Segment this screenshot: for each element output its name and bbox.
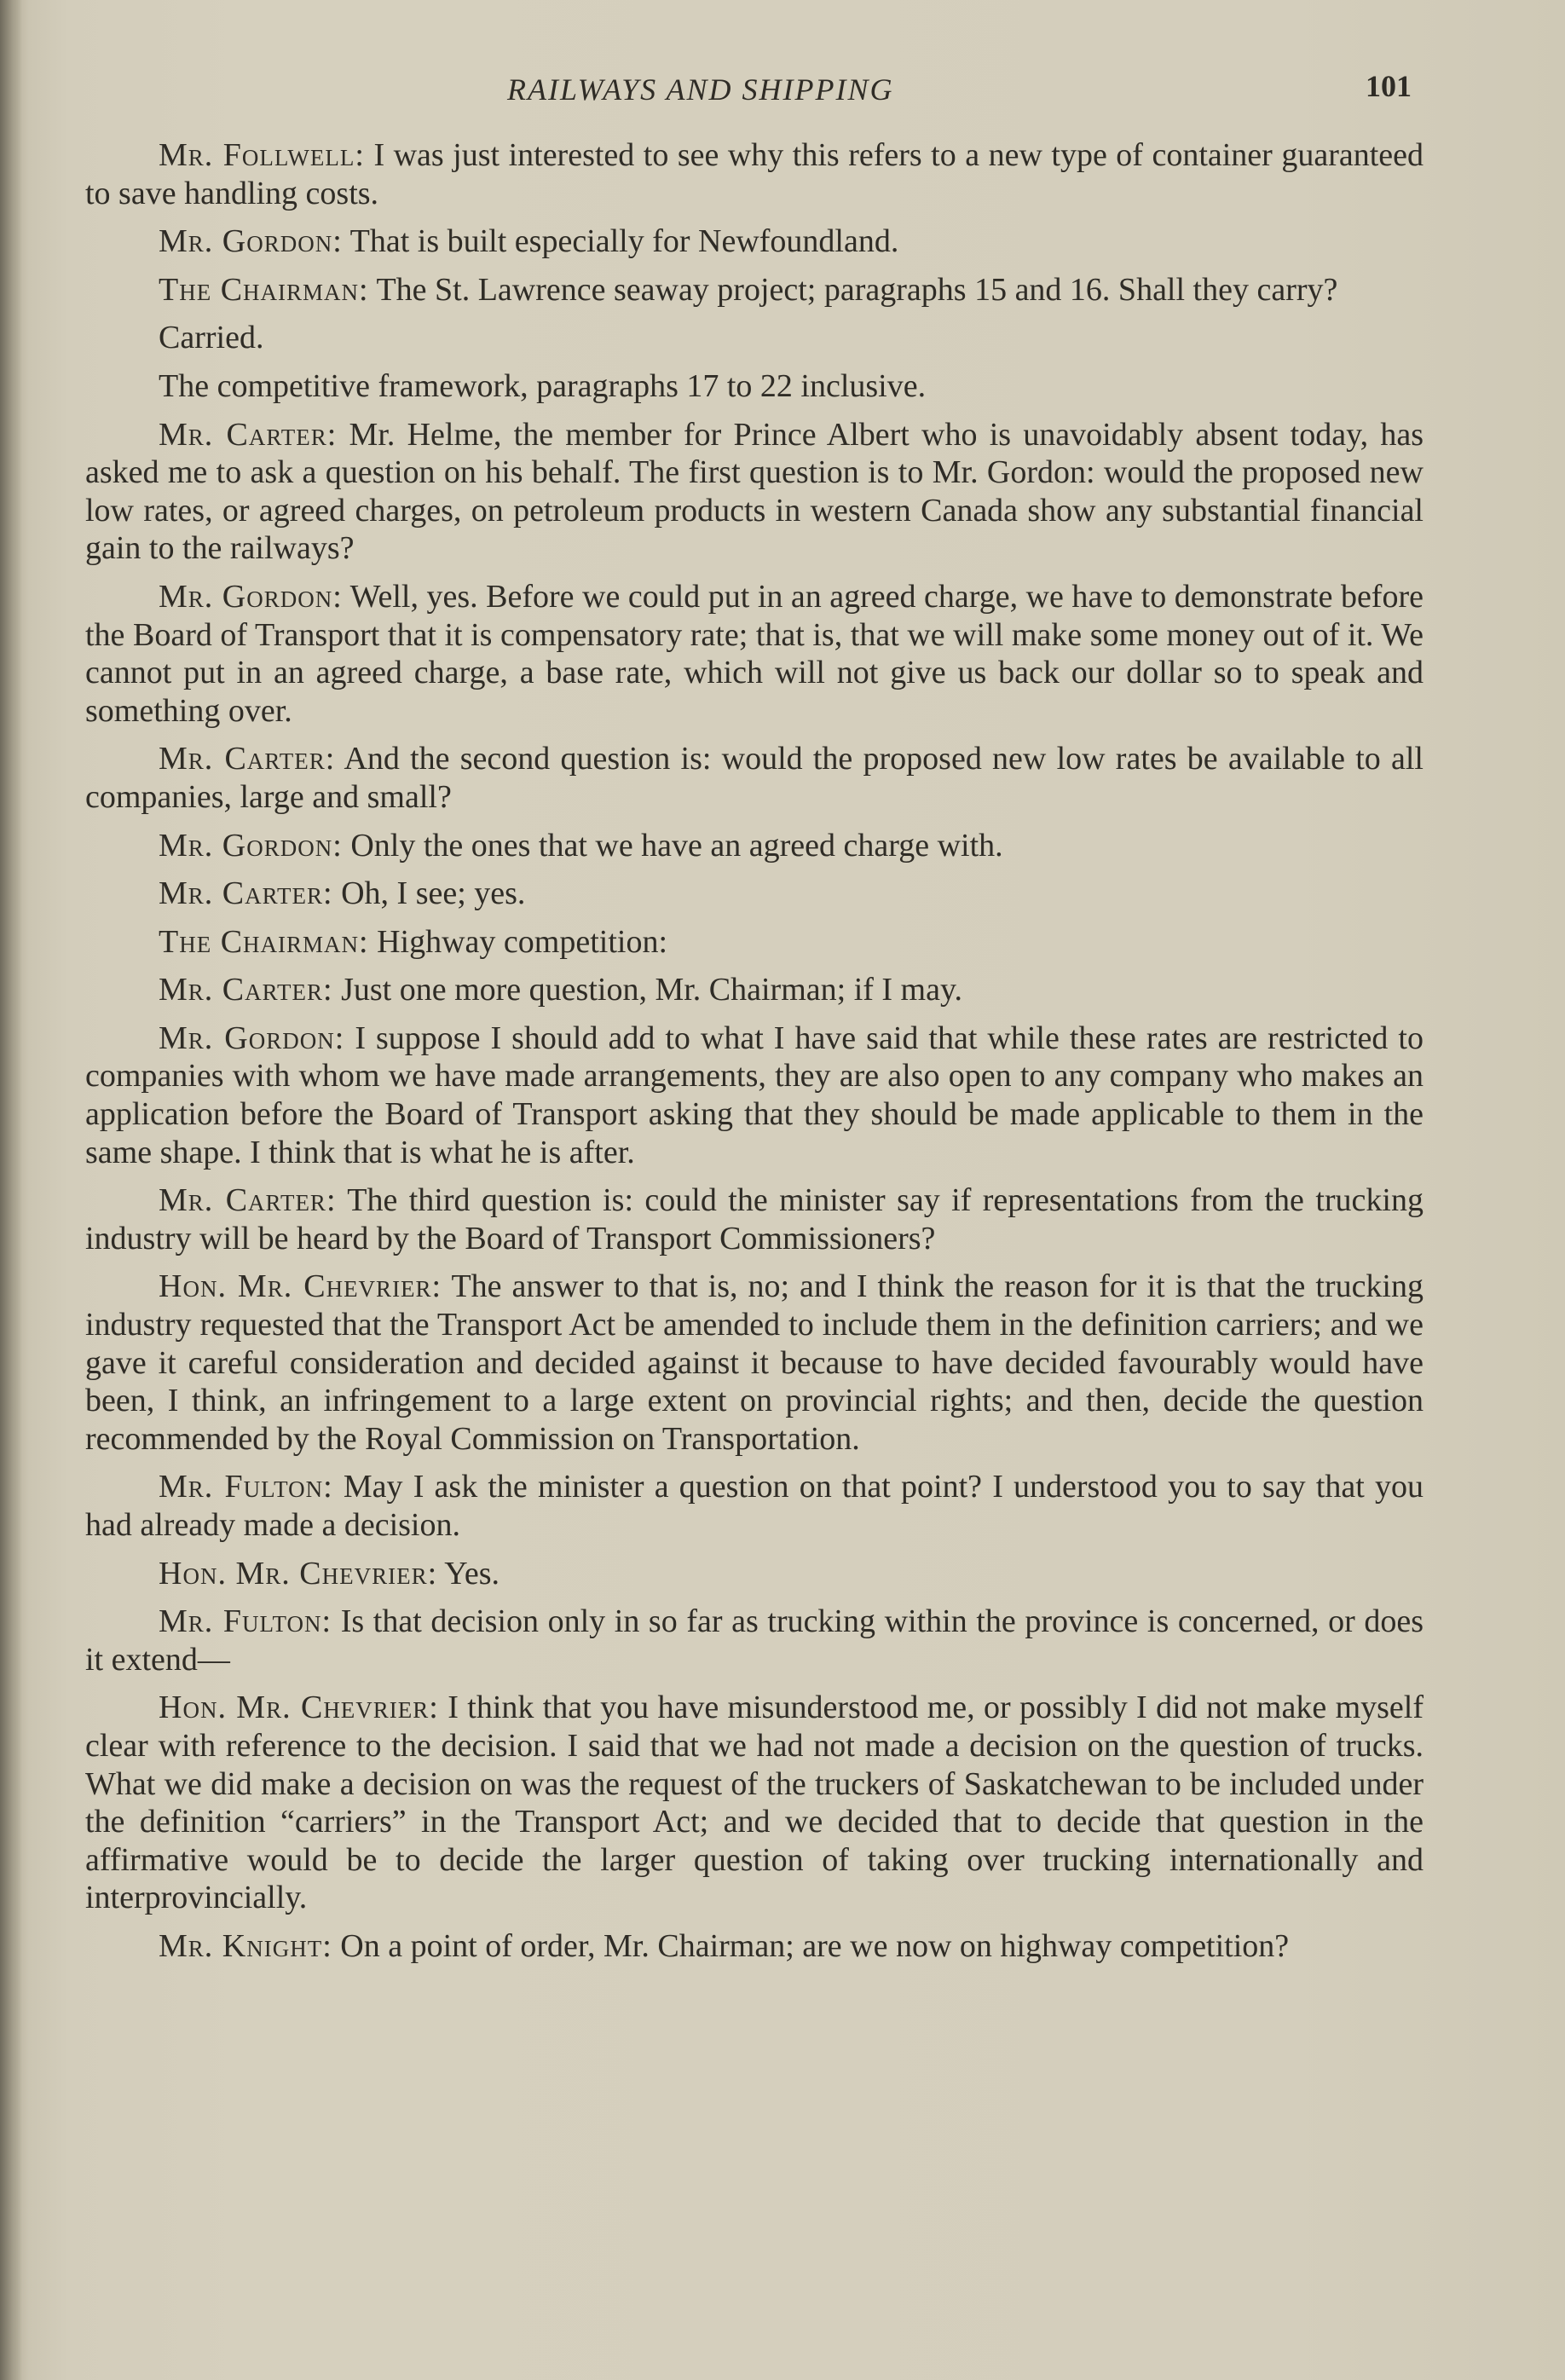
speech-text: Well, yes. Before we could put in an agreed charge, we have to demonstrate before the Board of Transport that it is compensatory rate; that is, that we will make some money out of it. We cannot put in an agreed charge, a base rate, which will not give us back our dollar so to speak and something over.: [85, 578, 1424, 729]
speaker-name: Hon. Mr. Chevrier:: [159, 1555, 438, 1591]
speech-text: Only the ones that we have an agreed charge with.: [350, 827, 1003, 864]
speech-text: That is built especially for Newfoundland.: [349, 223, 899, 260]
speaker-name: Hon. Mr. Chevrier:: [159, 1268, 442, 1305]
paragraph: [85, 367, 1424, 406]
paragraph: [85, 271, 1424, 309]
paragraph: [85, 1689, 1424, 1917]
speech-text: I was just interested to see why this refers to a new type of container guaranteed to save handling costs.: [85, 137, 1424, 211]
speaker-name: Mr. Carter:: [159, 416, 338, 453]
paragraph: [85, 1181, 1424, 1257]
paragraph: [85, 578, 1424, 730]
speaker-name: Mr. Gordon:: [159, 578, 343, 615]
speech-text: Just one more question, Mr. Chairman; if I may.: [341, 972, 963, 1008]
paragraph: [85, 1268, 1424, 1458]
speaker-name: Hon. Mr. Chevrier:: [159, 1690, 439, 1726]
speech-text: I think that you have misunderstood me, or possibly I did not make myself clear with reference to the decision. I said that we had not made a decision on the question of trucks. What we did make a decision on was the request of the truckers of Saskatchewan to be included under the definition “carriers” in the Transport Act; and we decided that to decide that question in the affirmative would be to decide the larger question of taking over trucking internationally and interprovincially.: [85, 1690, 1424, 1916]
paragraph: [85, 827, 1424, 865]
speaker-name: The Chairman:: [159, 923, 369, 960]
speaker-name: Mr. Carter:: [159, 875, 333, 912]
speech-text: The answer to that is, no; and I think the reason for it is that the trucking industry requested that the Transport Act be amended to include them in the definition carriers; and we gave it careful consideration and decided against it because to have decided favourably would have been, I think, an infringement to a large extent on provincial rights; and then, decide the question recommended by the Royal Commission on Transportation.: [85, 1268, 1424, 1457]
speech-text: The competitive framework, paragraphs 17 to 22 inclusive.: [159, 367, 927, 404]
speech-text: On a point of order, Mr. Chairman; are we now on highway competition?: [340, 1927, 1290, 1964]
paragraph: [85, 740, 1424, 816]
running-title: RAILWAYS AND SHIPPING: [507, 72, 894, 107]
speech-text: Mr. Helme, the member for Prince Albert who is unavoidably absent today, has asked me to ask a question on his behalf. The first question is to Mr. Gordon: would the proposed new low rates, or agreed charges, on petroleum products in western Canada show any substantial financial gain to the railways?: [85, 416, 1424, 567]
paragraph: [85, 1468, 1424, 1544]
speech-text: May I ask the minister a question on that point? I understood you to say that you had already made a decision.: [85, 1469, 1424, 1543]
speech-text: Oh, I see; yes.: [341, 875, 526, 912]
paragraph: [85, 416, 1424, 568]
paragraph: [85, 319, 1424, 357]
speech-text: Yes.: [444, 1555, 500, 1591]
speech-text: Highway competition:: [377, 923, 667, 960]
paragraph: [85, 136, 1424, 212]
speaker-name: Mr. Gordon:: [159, 827, 343, 864]
speaker-name: Mr. Carter:: [159, 1182, 337, 1219]
binding-shadow: [0, 0, 22, 2380]
speaker-name: Mr. Follwell:: [159, 137, 365, 173]
speaker-name: The Chairman:: [159, 271, 369, 308]
paragraph: [85, 923, 1424, 962]
speech-text: The St. Lawrence seaway project; paragraphs 15 and 16. Shall they carry?: [376, 271, 1338, 308]
speaker-name: Mr. Carter:: [159, 972, 333, 1008]
paragraph: [85, 1020, 1424, 1171]
speaker-name: Mr. Fulton:: [159, 1603, 332, 1640]
paragraph: [85, 222, 1424, 261]
speech-text: The third question is: could the minister say if representations from the trucking industry will be heard by the Board of Transport Commissioners?: [85, 1182, 1424, 1256]
speech-text: Is that decision only in so far as trucking within the province is concerned, or does it extend—: [85, 1603, 1424, 1678]
speaker-name: Mr. Carter:: [159, 741, 336, 777]
speaker-name: Mr. Fulton:: [159, 1469, 333, 1505]
paragraph: [85, 1927, 1424, 1966]
transcript-body: [85, 136, 1424, 1976]
speaker-name: Mr. Gordon:: [159, 223, 343, 260]
paragraph: [85, 1603, 1424, 1678]
page-number: 101: [1366, 69, 1412, 103]
speaker-name: Mr. Gordon:: [159, 1020, 345, 1056]
speech-text: Carried.: [159, 320, 264, 356]
paragraph: [85, 971, 1424, 1009]
paragraph: [85, 875, 1424, 913]
speech-text: And the second question is: would the proposed new low rates be available to all companies, large and small?: [85, 741, 1424, 815]
paragraph: [85, 1555, 1424, 1593]
page-header: [85, 66, 1432, 109]
speaker-name: Mr. Knight:: [159, 1927, 332, 1964]
speech-text: I suppose I should add to what I have said that while these rates are restricted to companies with whom we have made arrangements, they are also open to any company who makes an application before the Board of Transport asking that they should be made applicable to them in the same shape. I think that is what he is after.: [85, 1020, 1424, 1170]
